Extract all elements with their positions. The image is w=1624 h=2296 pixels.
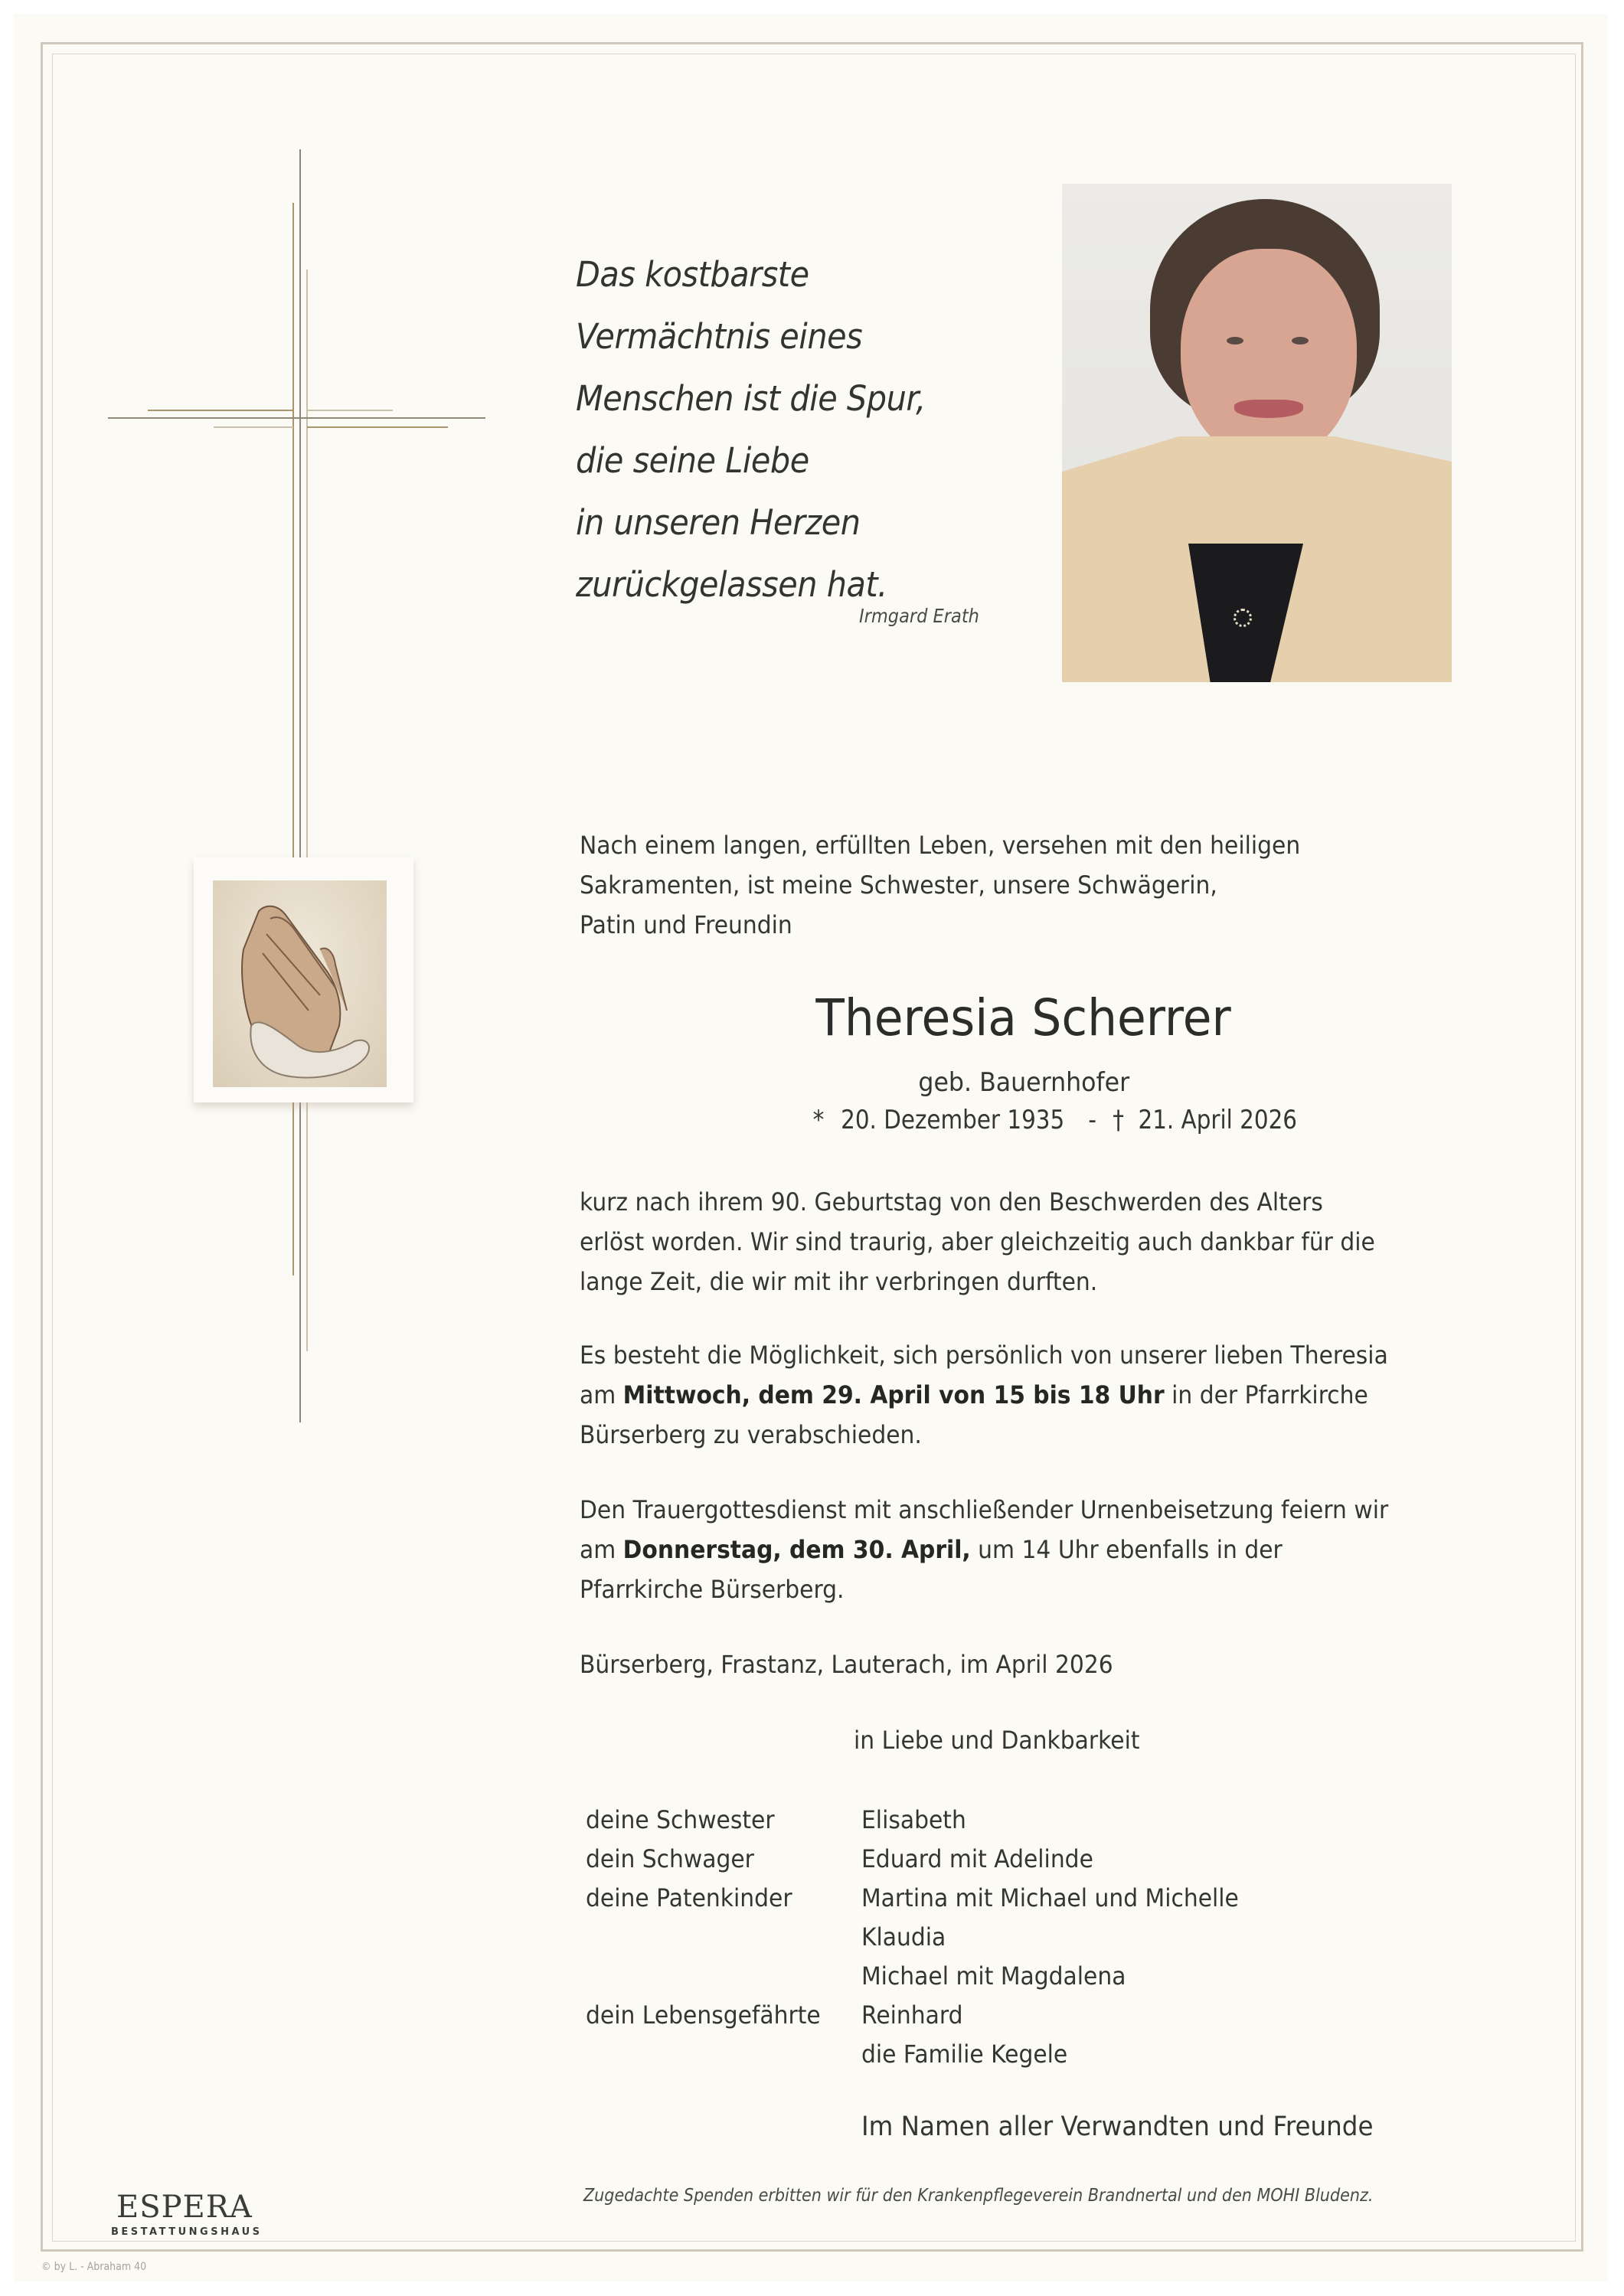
paragraph-viewing: Es besteht die Möglichkeit, sich persönlich von unserer lieben Theresia am Mittwoch, dem 29. April von 15 bis 18 Uhr in der Pfarrkirche Bürserberg zu verabschieden. [580,1341,1388,1449]
donation-note: Zugedachte Spenden erbitten wir für den Krankenpflegeverein Brandnertal und den MOHI Bludenz. [583,2186,1374,2206]
quote-line: zurückgelassen hat. [576,564,887,605]
closing-line: in Liebe und Dankbarkeit [854,1726,1140,1755]
quote-line: Menschen ist die Spur, [576,378,926,419]
quote-line: Das kostbarste [576,254,809,295]
place-date: Bürserberg, Frastanz, Lauterach, im April 2026 [580,1650,1113,1679]
maiden-name: geb. Bauernhofer [918,1067,1129,1098]
service-date: Donnerstag, dem 30. April, [622,1535,971,1564]
death-cross-icon: † [1113,1105,1124,1135]
paragraph-service: Den Trauergottesdienst mit anschließender Urnenbeisetzung feiern wir am Donnerstag, dem 30. April, um 14 Uhr ebenfalls in der Pfarrkirche Bürserberg. [580,1495,1389,1604]
intro-text: Nach einem langen, erfüllten Leben, versehen mit den heiligen Sakramenten, ist meine Schwester, unsere Schwägerin, Patin und Freundin [580,831,1301,939]
funeral-home-subtitle: BESTATTUNGSHAUS [111,2226,263,2238]
quote-line: Vermächtnis eines [576,316,863,357]
quote-line: in unseren Herzen [576,502,861,543]
praying-hands-icon [213,880,387,1087]
praying-hands-tile [194,857,413,1102]
date-separator: - [1088,1105,1097,1135]
viewing-date: Mittwoch, dem 29. April von 15 bis 18 Uhr [622,1380,1165,1409]
birth-symbol-icon: * [812,1105,825,1135]
life-dates [794,1103,1297,1137]
brooch-icon [1234,609,1252,627]
quote-author: Irmgard Erath [859,605,979,627]
signoff: Im Namen aller Verwandten und Freunde [861,2111,1374,2142]
birth-date: 20. Dezember 1935 [840,1105,1065,1135]
quote-line: die seine Liebe [576,440,809,481]
portrait-photo [1062,184,1452,682]
copyright-note: © by L. - Abraham 40 [41,2261,147,2273]
memorial-quote [576,243,956,616]
death-date: 21. April 2026 [1138,1105,1297,1135]
paragraph-passing: kurz nach ihrem 90. Geburtstag von den Beschwerden des Alters erlöst worden. Wir sind traurig, aber gleichzeitig auch dankbar für die lange Zeit, die wir mit ihr verbringen durften. [580,1187,1375,1296]
funeral-home-logo: ESPERA [116,2190,253,2225]
deceased-name: Theresia Scherrer [815,988,1232,1047]
